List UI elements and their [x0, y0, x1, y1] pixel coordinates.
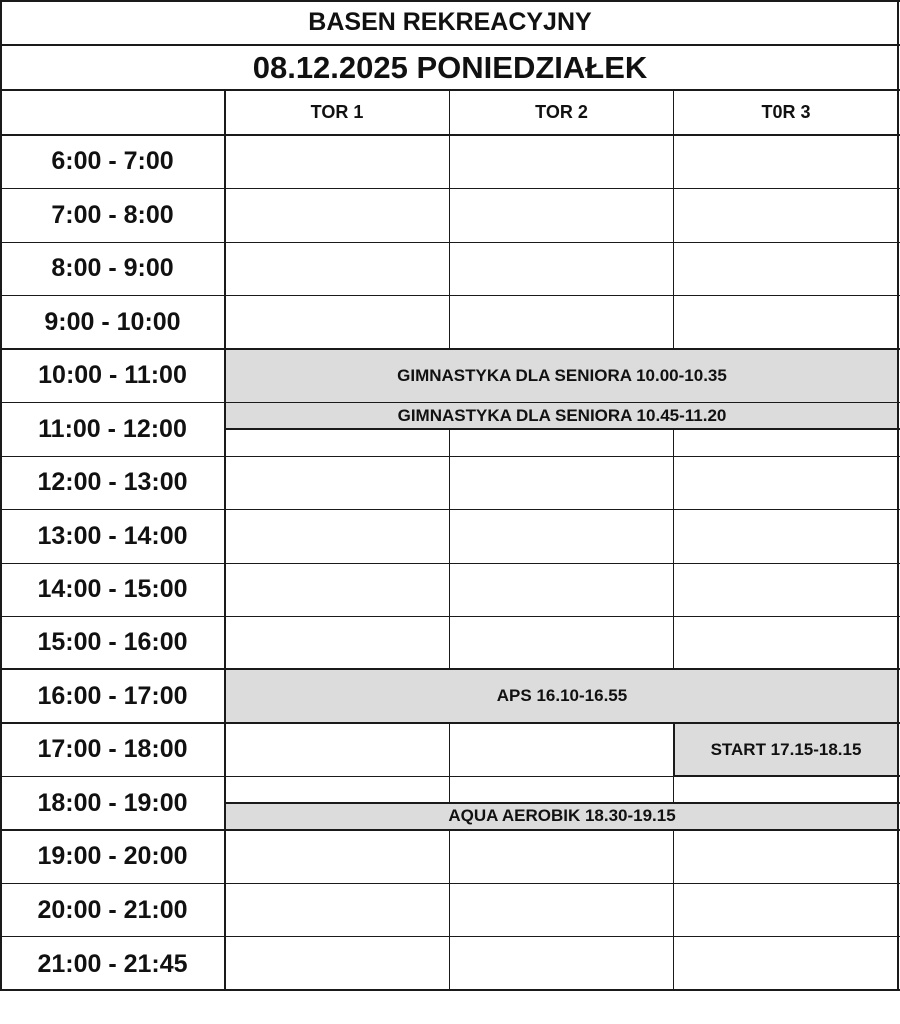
row-rule	[0, 616, 900, 617]
time-slot: 19:00 - 20:00	[37, 842, 188, 870]
divider-lane-2-3	[673, 90, 674, 349]
row-rule	[0, 456, 900, 457]
row-rule	[0, 348, 900, 350]
row-rule	[0, 509, 900, 510]
divider-lane-1-2	[449, 723, 450, 803]
event-aps	[226, 669, 898, 722]
time-slot: 7:00 - 8:00	[51, 200, 174, 229]
row-rule	[674, 775, 900, 777]
time-slot: 11:00 - 12:00	[38, 414, 187, 443]
time-slot: 9:00 - 10:00	[44, 307, 181, 336]
row-rule	[0, 668, 900, 670]
time-slot: 10:00 - 11:00	[38, 361, 187, 389]
rule-date	[0, 89, 900, 91]
row-rule	[0, 722, 900, 724]
divider-lane-2-3	[673, 723, 675, 776]
lane-header-2: TOR 2	[535, 102, 588, 122]
rule-lanes	[0, 134, 900, 136]
border-left	[0, 0, 2, 991]
time-slot: 8:00 - 9:00	[51, 254, 174, 282]
divider-lane-1-2	[449, 829, 450, 991]
divider-lane-2-3	[673, 429, 674, 669]
time-slot: 20:00 - 21:00	[37, 895, 188, 924]
border-bottom	[0, 989, 900, 991]
lane-header-1: TOR 1	[310, 102, 364, 122]
time-slot: 13:00 - 14:00	[37, 521, 188, 550]
row-rule	[0, 188, 900, 189]
event-label: START 17.15-18.15	[710, 739, 862, 759]
row-rule	[226, 802, 900, 804]
time-slot: 6:00 - 7:00	[51, 147, 174, 175]
divider-lane-1-2	[449, 90, 450, 349]
border-right	[897, 0, 899, 991]
time-slot: 15:00 - 16:00	[37, 628, 188, 656]
event-gimnastyka-1	[226, 349, 898, 402]
row-rule	[0, 563, 900, 564]
row-rule	[0, 936, 900, 937]
row-rule	[0, 242, 900, 243]
rule-title	[0, 44, 900, 46]
time-slot: 18:00 - 19:00	[37, 788, 188, 817]
row-rule	[0, 295, 900, 296]
schedule-date: 08.12.2025 PONIEDZIAŁEK	[252, 49, 648, 85]
time-slot: 16:00 - 17:00	[37, 681, 188, 710]
pool-title: BASEN REKREACYJNY	[308, 8, 592, 36]
event-label: APS 16.10-16.55	[496, 685, 628, 705]
row-rule	[0, 829, 900, 831]
lane-header-3: T0R 3	[761, 102, 811, 122]
event-label: GIMNASTYKA DLA SENIORA 10.00-10.35	[397, 365, 727, 385]
row-rule	[0, 402, 900, 403]
event-label: GIMNASTYKA DLA SENIORA 10.45-11.20	[397, 406, 727, 425]
event-start	[674, 723, 898, 776]
row-rule	[226, 428, 900, 430]
time-slot: 21:00 - 21:45	[37, 949, 188, 978]
divider-lane-2-3	[673, 829, 674, 991]
divider-lane-2-3	[673, 776, 674, 803]
divider-time-column	[224, 90, 226, 991]
border-top	[0, 0, 900, 2]
time-slot: 12:00 - 13:00	[37, 468, 188, 496]
event-gimnastyka-2	[226, 403, 898, 429]
time-slot: 14:00 - 15:00	[37, 575, 188, 603]
time-slot: 17:00 - 18:00	[37, 735, 188, 763]
event-aqua-aerobik	[226, 803, 898, 829]
row-rule	[0, 883, 900, 884]
divider-lane-1-2	[449, 429, 450, 669]
event-label: AQUA AEROBIK 18.30-19.15	[448, 806, 676, 825]
